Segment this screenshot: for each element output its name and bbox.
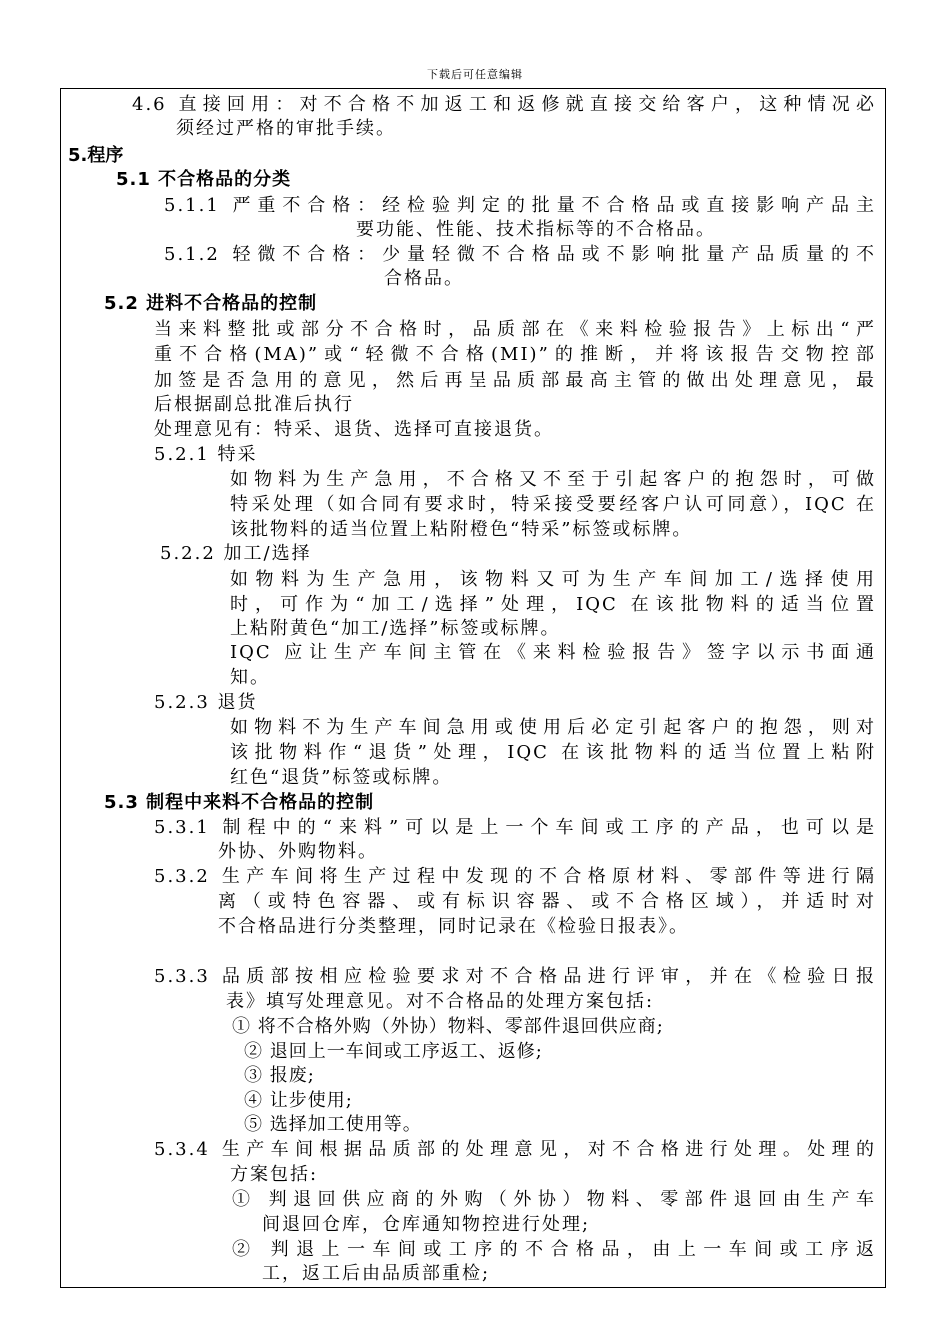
content-frame bbox=[60, 88, 886, 1288]
subsection-heading: 5.2.1 特采 bbox=[154, 444, 258, 465]
text-line: 加签是否急用的意见，然后再呈品质部最高主管的做出处理意见，最 bbox=[154, 370, 876, 391]
text-line: 4.6 直接回用：对不合格不加返工和返修就直接交给客户，这种情况必 bbox=[132, 94, 876, 115]
text-line: 知。 bbox=[230, 667, 270, 688]
text-line: 重不合格(MA)”或“轻微不合格(MI)”的推断，并将该报告交物控部 bbox=[154, 344, 876, 365]
text-line: 如物料为生产急用，不合格又不至于引起客户的抱怨时，可做 bbox=[230, 469, 876, 490]
list-item: ② 退回上一车间或工序返工、返修; bbox=[244, 1041, 543, 1062]
section-heading: 5.2 进料不合格品的控制 bbox=[104, 293, 318, 314]
list-item: ③ 报废; bbox=[244, 1065, 315, 1086]
text-line: 离（或特色容器、或有标识容器、或不合格区域），并适时对 bbox=[218, 891, 876, 912]
section-heading: 5.1 不合格品的分类 bbox=[116, 169, 292, 190]
text-line: 5.3.4 生产车间根据品质部的处理意见，对不合格进行处理。处理的 bbox=[154, 1139, 876, 1160]
subsection-heading: 5.2.3 退货 bbox=[154, 692, 258, 713]
text-line: 红色“退货”标签或标牌。 bbox=[230, 767, 453, 788]
text-line: 5.3.2 生产车间将生产过程中发现的不合格原材料、零部件等进行隔 bbox=[154, 866, 876, 887]
text-line: 外协、外购物料。 bbox=[218, 841, 378, 862]
text-line: 时，可作为“加工/选择”处理，IQC 在该批物料的适当位置 bbox=[230, 594, 876, 615]
text-line: 工，返工后由品质部重检; bbox=[262, 1263, 491, 1284]
text-line: 处理意见有：特采、退货、选择可直接退货。 bbox=[154, 419, 554, 440]
subsection-heading: 5.2.2 加工/选择 bbox=[160, 543, 312, 564]
text-line: 5.1.2 轻微不合格：少量轻微不合格品或不影响批量产品质量的不 bbox=[164, 244, 876, 265]
section-heading: 5.程序 bbox=[68, 145, 124, 166]
text-line: 后根据副总批准后执行 bbox=[154, 394, 354, 415]
text-line: 如物料不为生产车间急用或使用后必定引起客户的抱怨，则对 bbox=[230, 717, 876, 738]
text-line: 5.1.1 严重不合格：经检验判定的批量不合格品或直接影响产品主 bbox=[164, 195, 876, 216]
text-line: 该批物料的适当位置上粘附橙色“特采”标签或标牌。 bbox=[230, 519, 693, 540]
section-heading: 5.3 制程中来料不合格品的控制 bbox=[104, 792, 375, 813]
page-header: 下载后可任意编辑 bbox=[427, 68, 523, 81]
text-line: 间退回仓库，仓库通知物控进行处理; bbox=[262, 1214, 591, 1235]
text-line: 如物料为生产急用，该物料又可为生产车间加工/选择使用 bbox=[230, 569, 876, 590]
text-line: 要功能、性能、技术指标等的不合格品。 bbox=[356, 219, 716, 240]
list-item: ① 将不合格外购（外协）物料、零部件退回供应商; bbox=[232, 1016, 664, 1037]
text-line: 方案包括: bbox=[230, 1164, 319, 1185]
text-line: 合格品。 bbox=[384, 268, 464, 289]
list-item: ⑤ 选择加工使用等。 bbox=[244, 1114, 422, 1135]
list-item: ② 判退上一车间或工序的不合格品，由上一车间或工序返 bbox=[232, 1239, 876, 1260]
text-line: 该批物料作“退货”处理，IQC 在该批物料的适当位置上粘附 bbox=[230, 742, 876, 763]
text-line: 上粘附黄色“加工/选择”标签或标牌。 bbox=[230, 618, 561, 639]
list-item: ④ 让步使用; bbox=[244, 1090, 353, 1111]
text-line: 当来料整批或部分不合格时，品质部在《来料检验报告》上标出“严 bbox=[154, 319, 876, 340]
text-line: 特采处理（如合同有要求时，特采接受要经客户认可同意），IQC 在 bbox=[230, 494, 876, 515]
text-line: 须经过严格的审批手续。 bbox=[176, 118, 396, 139]
text-line: IQC 应让生产车间主管在《来料检验报告》签字以示书面通 bbox=[230, 642, 876, 663]
list-item: ① 判退回供应商的外购（外协）物料、零部件退回由生产车 bbox=[232, 1189, 876, 1210]
text-line: 表》填写处理意见。对不合格品的处理方案包括: bbox=[226, 991, 655, 1012]
text-line: 不合格品进行分类整理，同时记录在《检验日报表》。 bbox=[218, 916, 689, 937]
text-line: 5.3.3 品质部按相应检验要求对不合格品进行评审，并在《检验日报 bbox=[154, 966, 876, 987]
text-line: 5.3.1 制程中的“来料”可以是上一个车间或工序的产品，也可以是 bbox=[154, 817, 876, 838]
